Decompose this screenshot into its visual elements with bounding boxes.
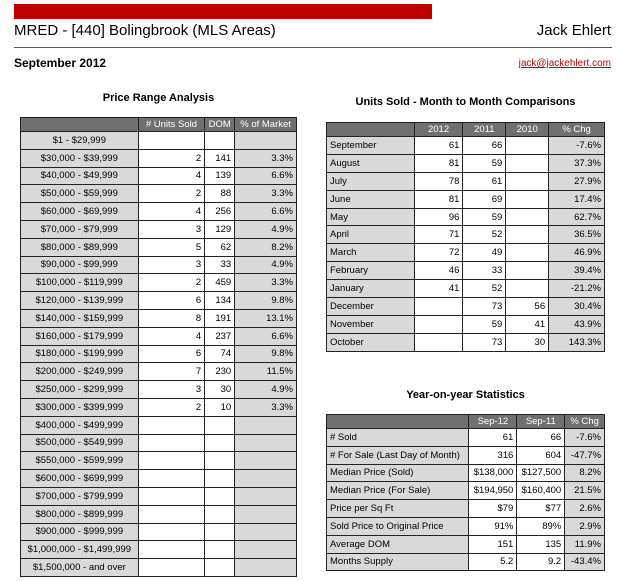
units_sold-cell xyxy=(506,262,549,280)
price_range-cell: 6.6% xyxy=(235,167,297,185)
units_sold-cell xyxy=(506,172,549,190)
yoy-cell: $160,400 xyxy=(517,482,565,500)
yoy-col-header xyxy=(327,415,469,429)
price_range-cell: 2 xyxy=(138,398,205,416)
units_sold-cell: May xyxy=(327,208,415,226)
price_range-cell: $300,000 - $399,999 xyxy=(21,398,139,416)
units_sold-cell: 73 xyxy=(463,298,506,316)
units_sold-cell: 43.9% xyxy=(549,315,605,333)
price_range-cell: $700,000 - $799,999 xyxy=(21,487,139,505)
price_range-cell: 8 xyxy=(138,309,205,327)
price_range-cell: 129 xyxy=(205,220,235,238)
yoy-cell: # For Sale (Last Day of Month) xyxy=(327,446,469,464)
units_sold-cell: 30.4% xyxy=(549,298,605,316)
price_range-cell: 4.9% xyxy=(235,256,297,274)
price_range-cell xyxy=(235,559,297,577)
yoy-cell: 2.6% xyxy=(565,500,605,518)
units_sold-cell: June xyxy=(327,190,415,208)
price_range-row xyxy=(21,292,297,310)
price_range-row xyxy=(21,256,297,274)
price_range-cell: 8.2% xyxy=(235,238,297,256)
units_sold-cell: March xyxy=(327,244,415,262)
price_range-cell: $90,000 - $99,999 xyxy=(21,256,139,274)
units_sold-cell: 61 xyxy=(414,137,463,155)
price_range-row xyxy=(21,416,297,434)
price_range-row xyxy=(21,523,297,541)
units_sold-cell: July xyxy=(327,172,415,190)
units_sold-cell: 36.5% xyxy=(549,226,605,244)
units_sold-cell: February xyxy=(327,262,415,280)
price_range-cell: $900,000 - $999,999 xyxy=(21,523,139,541)
units_sold-cell: 61 xyxy=(463,172,506,190)
price_range-cell: 30 xyxy=(205,381,235,399)
price_range-cell: 4 xyxy=(138,327,205,345)
units_sold-cell: January xyxy=(327,280,415,298)
price_range-cell: 230 xyxy=(205,363,235,381)
yoy-cell: Median Price (For Sale) xyxy=(327,482,469,500)
units_sold-cell: 72 xyxy=(414,244,463,262)
yoy-row xyxy=(327,482,605,500)
price_range-cell: 4 xyxy=(138,167,205,185)
price_range-cell: 6 xyxy=(138,345,205,363)
price_range-cell: $400,000 - $499,999 xyxy=(21,416,139,434)
price_range-cell xyxy=(205,523,235,541)
units_sold-cell: September xyxy=(327,137,415,155)
price_range-cell xyxy=(138,452,205,470)
price_range-cell xyxy=(138,523,205,541)
price_range-row xyxy=(21,149,297,167)
price_range-col-header: % of Market xyxy=(235,118,297,132)
yoy-cell: 604 xyxy=(517,446,565,464)
units_sold-cell: 69 xyxy=(463,190,506,208)
price_range-cell: 10 xyxy=(205,398,235,416)
price_range-row xyxy=(21,238,297,256)
yoy-row xyxy=(327,446,605,464)
price_range-cell xyxy=(138,487,205,505)
price_range-row xyxy=(21,487,297,505)
units_sold-col-header: % Chg xyxy=(549,123,605,137)
price_range-cell: 6.6% xyxy=(235,327,297,345)
header-divider xyxy=(14,47,612,48)
price_range-cell: 6.6% xyxy=(235,203,297,221)
yoy-row xyxy=(327,429,605,447)
price_range-cell: 74 xyxy=(205,345,235,363)
price_range-cell xyxy=(138,132,205,150)
price_range-row xyxy=(21,274,297,292)
price_range-cell: 2 xyxy=(138,149,205,167)
yoy-cell: 316 xyxy=(469,446,517,464)
price_range-row xyxy=(21,381,297,399)
units_sold-row xyxy=(327,280,605,298)
units_sold-row xyxy=(327,208,605,226)
yoy-header-row xyxy=(327,415,605,429)
units_sold-cell: 59 xyxy=(463,315,506,333)
price_range-cell: $1,500,000 - and over xyxy=(21,559,139,577)
units_sold-col-header: 2012 xyxy=(414,123,463,137)
units_sold-row xyxy=(327,262,605,280)
yoy-row xyxy=(327,535,605,553)
price-range-table xyxy=(20,117,297,577)
units_sold-cell: 96 xyxy=(414,208,463,226)
yoy-col-header: Sep-11 xyxy=(517,415,565,429)
yoy-title: Year-on-year Statistics xyxy=(406,389,525,401)
yoy-cell: 66 xyxy=(517,429,565,447)
yoy-cell: $127,500 xyxy=(517,464,565,482)
units_sold-cell: 41 xyxy=(414,280,463,298)
price_range-cell: $550,000 - $599,999 xyxy=(21,452,139,470)
units_sold-cell: 46 xyxy=(414,262,463,280)
yoy-cell: -43.4% xyxy=(565,553,605,571)
price_range-cell: $120,000 - $139,999 xyxy=(21,292,139,310)
price_range-cell xyxy=(235,541,297,559)
yoy-row xyxy=(327,517,605,535)
price_range-cell xyxy=(138,505,205,523)
units_sold-row xyxy=(327,137,605,155)
price_range-cell: 2 xyxy=(138,185,205,203)
price_range-cell: 256 xyxy=(205,203,235,221)
price_range-cell: $40,000 - $49,999 xyxy=(21,167,139,185)
price_range-cell xyxy=(205,434,235,452)
yoy-cell: 8.2% xyxy=(565,464,605,482)
yoy-cell: Price per Sq Ft xyxy=(327,500,469,518)
price_range-cell xyxy=(235,470,297,488)
yoy-col-header: Sep-12 xyxy=(469,415,517,429)
units_sold-cell: -21.2% xyxy=(549,280,605,298)
price_range-cell: 3 xyxy=(138,381,205,399)
price_range-cell: 3.3% xyxy=(235,398,297,416)
units_sold-cell: November xyxy=(327,315,415,333)
units_sold-row xyxy=(327,154,605,172)
yoy-cell: 135 xyxy=(517,535,565,553)
units-sold-header-row xyxy=(327,123,605,137)
yoy-cell: 11.9% xyxy=(565,535,605,553)
price_range-row xyxy=(21,505,297,523)
units_sold-cell xyxy=(506,244,549,262)
yoy-cell: $79 xyxy=(469,500,517,518)
yoy-cell: $138,000 xyxy=(469,464,517,482)
yoy-cell: 151 xyxy=(469,535,517,553)
price_range-cell xyxy=(205,452,235,470)
units_sold-row xyxy=(327,315,605,333)
price_range-cell: $200,000 - $249,999 xyxy=(21,363,139,381)
yoy-cell: 9.2 xyxy=(517,553,565,571)
price_range-cell xyxy=(138,541,205,559)
price_range-cell xyxy=(138,434,205,452)
yoy-cell: -47.7% xyxy=(565,446,605,464)
units_sold-cell xyxy=(506,280,549,298)
price_range-cell: 191 xyxy=(205,309,235,327)
price-range-title: Price Range Analysis xyxy=(102,92,215,104)
units_sold-cell: 52 xyxy=(463,280,506,298)
units_sold-cell: 59 xyxy=(463,208,506,226)
units_sold-cell xyxy=(506,208,549,226)
price_range-row xyxy=(21,309,297,327)
price_range-cell: $60,000 - $69,999 xyxy=(21,203,139,221)
units_sold-cell: 81 xyxy=(414,154,463,172)
price_range-cell: 3 xyxy=(138,220,205,238)
price_range-cell: $180,000 - $199,999 xyxy=(21,345,139,363)
yoy-cell: Sold Price to Original Price xyxy=(327,517,469,535)
price_range-row xyxy=(21,167,297,185)
price_range-cell: $1,000,000 - $1,499,999 xyxy=(21,541,139,559)
price_range-row xyxy=(21,470,297,488)
units_sold-cell: 27.9% xyxy=(549,172,605,190)
units_sold-cell: 78 xyxy=(414,172,463,190)
units_sold-row xyxy=(327,333,605,351)
yoy-cell: $194,950 xyxy=(469,482,517,500)
price_range-cell: 4 xyxy=(138,203,205,221)
units_sold-cell: October xyxy=(327,333,415,351)
price_range-cell: 9.8% xyxy=(235,292,297,310)
units_sold-cell xyxy=(506,137,549,155)
units_sold-cell: 56 xyxy=(506,298,549,316)
price_range-cell: $160,000 - $179,999 xyxy=(21,327,139,345)
price_range-col-header: DOM xyxy=(205,118,235,132)
header-red-bar xyxy=(14,4,432,19)
units_sold-row xyxy=(327,190,605,208)
units_sold-row xyxy=(327,244,605,262)
units_sold-cell: April xyxy=(327,226,415,244)
price_range-row xyxy=(21,203,297,221)
yoy-table xyxy=(326,414,605,571)
price_range-cell xyxy=(205,505,235,523)
price_range-row xyxy=(21,220,297,238)
yoy-col-header: % Chg xyxy=(565,415,605,429)
price_range-cell: $800,000 - $899,999 xyxy=(21,505,139,523)
units_sold-cell xyxy=(506,226,549,244)
yoy-cell: 5.2 xyxy=(469,553,517,571)
units_sold-cell: 81 xyxy=(414,190,463,208)
units_sold-cell: 62.7% xyxy=(549,208,605,226)
price_range-row xyxy=(21,345,297,363)
yoy-cell: # Sold xyxy=(327,429,469,447)
price_range-cell: 134 xyxy=(205,292,235,310)
price_range-cell xyxy=(205,559,235,577)
units_sold-col-header: 2011 xyxy=(463,123,506,137)
yoy-cell: $77 xyxy=(517,500,565,518)
units_sold-row xyxy=(327,172,605,190)
price_range-cell: 62 xyxy=(205,238,235,256)
price_range-cell: 237 xyxy=(205,327,235,345)
price_range-cell: $50,000 - $59,999 xyxy=(21,185,139,203)
yoy-cell: 2.9% xyxy=(565,517,605,535)
price_range-cell: 33 xyxy=(205,256,235,274)
units-sold-title: Units Sold - Month to Month Comparisons xyxy=(355,96,576,108)
units_sold-col-header xyxy=(327,123,415,137)
price_range-cell xyxy=(205,416,235,434)
price_range-cell xyxy=(138,470,205,488)
units_sold-cell: -7.6% xyxy=(549,137,605,155)
price_range-cell xyxy=(205,470,235,488)
units_sold-cell xyxy=(506,154,549,172)
price_range-cell: $140,000 - $159,999 xyxy=(21,309,139,327)
units_sold-cell: 59 xyxy=(463,154,506,172)
yoy-row xyxy=(327,553,605,571)
price_range-cell: 141 xyxy=(205,149,235,167)
yoy-cell: 21.5% xyxy=(565,482,605,500)
price_range-cell: $250,000 - $299,999 xyxy=(21,381,139,399)
price_range-cell: 5 xyxy=(138,238,205,256)
price_range-cell: 3.3% xyxy=(235,149,297,167)
yoy-cell: 91% xyxy=(469,517,517,535)
price_range-cell: 13.1% xyxy=(235,309,297,327)
price_range-cell xyxy=(235,434,297,452)
yoy-row xyxy=(327,500,605,518)
price_range-col-header: # Units Sold xyxy=(138,118,205,132)
units_sold-cell: 46.9% xyxy=(549,244,605,262)
email-link[interactable]: jack@jackehlert.com xyxy=(518,58,611,69)
price_range-cell: 11.5% xyxy=(235,363,297,381)
units_sold-cell xyxy=(506,190,549,208)
price_range-cell: $30,000 - $39,999 xyxy=(21,149,139,167)
units_sold-cell: 30 xyxy=(506,333,549,351)
price_range-cell: 3 xyxy=(138,256,205,274)
price_range-row xyxy=(21,434,297,452)
price_range-row xyxy=(21,452,297,470)
units_sold-cell: 73 xyxy=(463,333,506,351)
price_range-col-header xyxy=(21,118,139,132)
price_range-row xyxy=(21,559,297,577)
units_sold-row xyxy=(327,226,605,244)
price_range-cell: 2 xyxy=(138,274,205,292)
report-date: September 2012 xyxy=(14,56,107,70)
price_range-cell: $500,000 - $549,999 xyxy=(21,434,139,452)
price_range-cell xyxy=(205,132,235,150)
price_range-cell: 4.9% xyxy=(235,381,297,399)
yoy-cell: Average DOM xyxy=(327,535,469,553)
yoy-cell: -7.6% xyxy=(565,429,605,447)
price_range-cell: 88 xyxy=(205,185,235,203)
agent-name: Jack Ehlert xyxy=(536,22,611,39)
price_range-cell: 7 xyxy=(138,363,205,381)
yoy-cell: 89% xyxy=(517,517,565,535)
yoy-cell: 61 xyxy=(469,429,517,447)
units-sold-table xyxy=(326,122,605,352)
units_sold-cell: 71 xyxy=(414,226,463,244)
report-title: MRED - [440] Bolingbrook (MLS Areas) xyxy=(14,22,276,39)
units_sold-cell: 143.3% xyxy=(549,333,605,351)
units_sold-cell xyxy=(414,315,463,333)
units_sold-cell: 33 xyxy=(463,262,506,280)
units_sold-cell: 37.3% xyxy=(549,154,605,172)
units_sold-cell xyxy=(414,298,463,316)
units_sold-cell: December xyxy=(327,298,415,316)
price_range-row xyxy=(21,132,297,150)
price_range-cell xyxy=(138,416,205,434)
price_range-cell: $70,000 - $79,999 xyxy=(21,220,139,238)
price_range-cell xyxy=(235,452,297,470)
price_range-cell xyxy=(235,487,297,505)
price_range-cell xyxy=(235,505,297,523)
price_range-cell: 6 xyxy=(138,292,205,310)
units_sold-cell: August xyxy=(327,154,415,172)
price_range-row xyxy=(21,363,297,381)
price_range-cell: 459 xyxy=(205,274,235,292)
price_range-cell xyxy=(205,487,235,505)
price_range-cell xyxy=(235,523,297,541)
units_sold-cell: 41 xyxy=(506,315,549,333)
yoy-cell: Median Price (Sold) xyxy=(327,464,469,482)
price_range-cell: 4.9% xyxy=(235,220,297,238)
units_sold-row xyxy=(327,298,605,316)
units_sold-cell: 17.4% xyxy=(549,190,605,208)
price_range-cell xyxy=(235,416,297,434)
price_range-row xyxy=(21,327,297,345)
yoy-cell: Months Supply xyxy=(327,553,469,571)
price_range-cell: 3.3% xyxy=(235,185,297,203)
price_range-cell: $1 - $29,999 xyxy=(21,132,139,150)
yoy-row xyxy=(327,464,605,482)
price_range-row xyxy=(21,398,297,416)
price-range-header-row xyxy=(21,118,297,132)
units_sold-cell: 52 xyxy=(463,226,506,244)
units_sold-cell: 39.4% xyxy=(549,262,605,280)
price_range-cell: 3.3% xyxy=(235,274,297,292)
price_range-cell: 139 xyxy=(205,167,235,185)
price_range-cell xyxy=(235,132,297,150)
price_range-cell: 9.8% xyxy=(235,345,297,363)
price_range-row xyxy=(21,185,297,203)
units_sold-col-header: 2010 xyxy=(506,123,549,137)
units_sold-cell: 66 xyxy=(463,137,506,155)
price_range-cell: $80,000 - $89,999 xyxy=(21,238,139,256)
price_range-cell: $100,000 - $119,999 xyxy=(21,274,139,292)
price_range-row xyxy=(21,541,297,559)
units_sold-cell xyxy=(414,333,463,351)
price_range-cell xyxy=(138,559,205,577)
units_sold-cell: 49 xyxy=(463,244,506,262)
price_range-cell: $600,000 - $699,999 xyxy=(21,470,139,488)
price_range-cell xyxy=(205,541,235,559)
